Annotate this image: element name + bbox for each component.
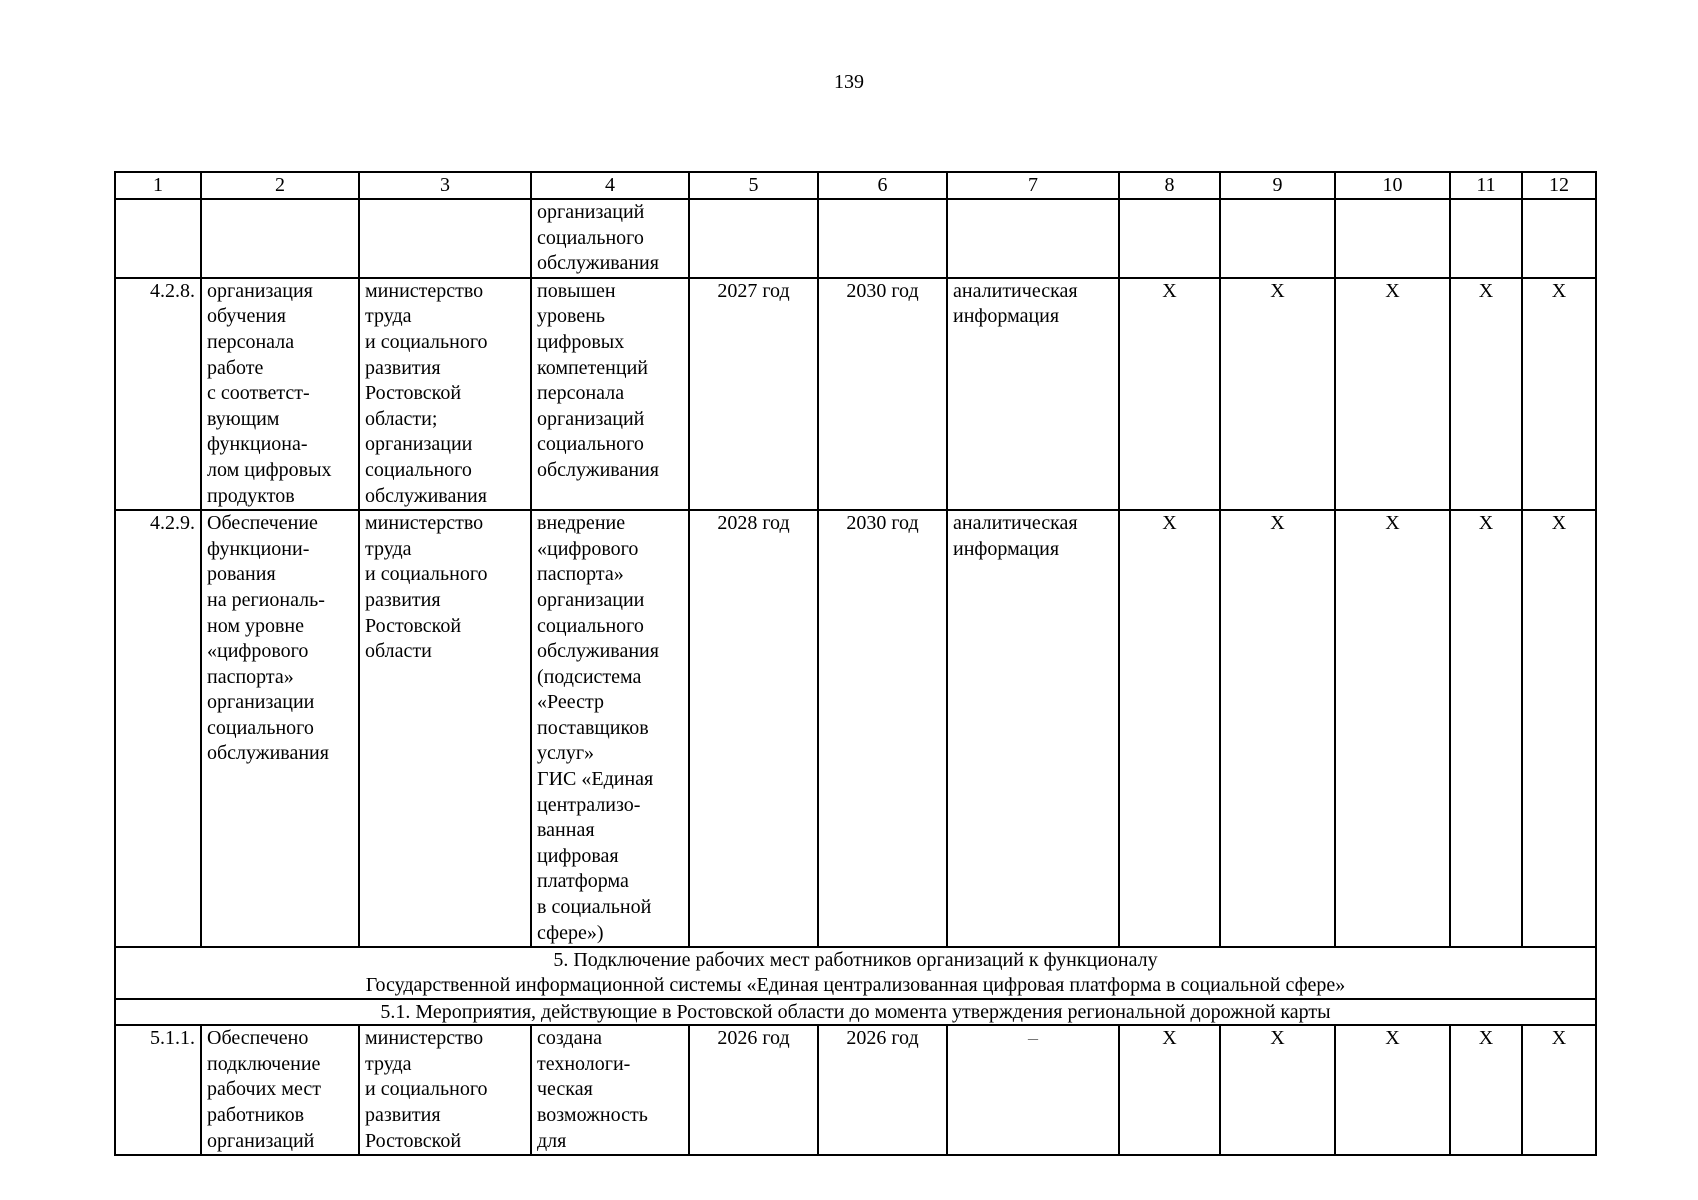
start-year-cell: 2026 год	[689, 1025, 818, 1155]
end-year-cell: 2026 год	[818, 1025, 947, 1155]
measure-cell: Обеспечено подключение рабочих мест работников организаций	[201, 1025, 359, 1155]
table-cell	[1522, 199, 1596, 278]
x-mark-cell: X	[1220, 278, 1335, 510]
table-cell	[689, 199, 818, 278]
measure-cell: организация обучения персонала работе с соответст- вующим функциона- лом цифровых продуктов	[201, 278, 359, 510]
x-mark-cell: X	[1335, 278, 1450, 510]
responsible-cell: министерство труда и социального развития Ростовской	[359, 1025, 531, 1155]
responsible-cell: министерство труда и социального развития Ростовской области; организации социального обслуживания	[359, 278, 531, 510]
section-5-1-heading: 5.1. Мероприятия, действующие в Ростовской области до момента утверждения региональной дорожной карты	[115, 999, 1596, 1025]
x-mark-cell: X	[1522, 510, 1596, 947]
column-number: 10	[1335, 172, 1450, 199]
table-cell	[818, 199, 947, 278]
x-mark-cell: X	[1450, 1025, 1522, 1155]
x-mark-cell: X	[1119, 510, 1220, 947]
item-number: 5.1.1.	[115, 1025, 201, 1155]
x-mark-cell: X	[1335, 510, 1450, 947]
responsible-cell: министерство труда и социального развития Ростовской области	[359, 510, 531, 947]
table-row-continuation	[115, 199, 1596, 278]
column-number: 8	[1119, 172, 1220, 199]
x-mark-cell: X	[1450, 278, 1522, 510]
x-mark-cell: X	[1119, 278, 1220, 510]
section-5-heading: 5. Подключение рабочих мест работников организаций к функционалу Государственной информационной системы «Единая централизованная цифровая платформа в социальной сфере»	[115, 947, 1596, 999]
table-cell	[1220, 199, 1335, 278]
column-number-row	[115, 172, 1596, 199]
report-type-cell: –	[947, 1025, 1119, 1155]
result-cell: создана технологи- ческая возможность для	[531, 1025, 689, 1155]
table-cell	[115, 199, 201, 278]
column-number: 2	[201, 172, 359, 199]
column-number: 9	[1220, 172, 1335, 199]
x-mark-cell: X	[1522, 278, 1596, 510]
start-year-cell: 2027 год	[689, 278, 818, 510]
item-number: 4.2.8.	[115, 278, 201, 510]
table-row-4-2-8	[115, 278, 1596, 510]
table-cell	[359, 199, 531, 278]
column-number: 12	[1522, 172, 1596, 199]
x-mark-cell: X	[1522, 1025, 1596, 1155]
column-number: 1	[115, 172, 201, 199]
table-row-5-1-1	[115, 1025, 1596, 1155]
x-mark-cell: X	[1335, 1025, 1450, 1155]
x-mark-cell: X	[1450, 510, 1522, 947]
table-cell	[1335, 199, 1450, 278]
x-mark-cell: X	[1220, 1025, 1335, 1155]
section-heading-row	[115, 947, 1596, 999]
result-cell: повышен уровень цифровых компетенций персонала организаций социального обслуживания	[531, 278, 689, 510]
result-cell: внедрение «цифрового паспорта» организации социального обслуживания (подсистема «Реестр поставщиков услуг» ГИС «Единая централизо- ванная цифровая платформа в социальной сфере»)	[531, 510, 689, 947]
page-number: 139	[834, 71, 864, 93]
column-number: 7	[947, 172, 1119, 199]
column-number: 4	[531, 172, 689, 199]
table-cell	[1119, 199, 1220, 278]
report-type-cell: аналитическая информация	[947, 278, 1119, 510]
table-row-4-2-9	[115, 510, 1596, 947]
start-year-cell: 2028 год	[689, 510, 818, 947]
x-mark-cell: X	[1119, 1025, 1220, 1155]
x-mark-cell: X	[1220, 510, 1335, 947]
column-number: 11	[1450, 172, 1522, 199]
report-type-cell: аналитическая информация	[947, 510, 1119, 947]
column-number: 6	[818, 172, 947, 199]
action-plan-table	[114, 171, 1597, 1156]
end-year-cell: 2030 год	[818, 278, 947, 510]
table-cell	[1450, 199, 1522, 278]
result-cell: организаций социального обслуживания	[531, 199, 689, 278]
subsection-heading-row	[115, 999, 1596, 1025]
column-number: 5	[689, 172, 818, 199]
column-number: 3	[359, 172, 531, 199]
table-cell	[947, 199, 1119, 278]
end-year-cell: 2030 год	[818, 510, 947, 947]
table-cell	[201, 199, 359, 278]
measure-cell: Обеспечение функциони- рования на региональ- ном уровне «цифрового паспорта» организации социального обслуживания	[201, 510, 359, 947]
item-number: 4.2.9.	[115, 510, 201, 947]
